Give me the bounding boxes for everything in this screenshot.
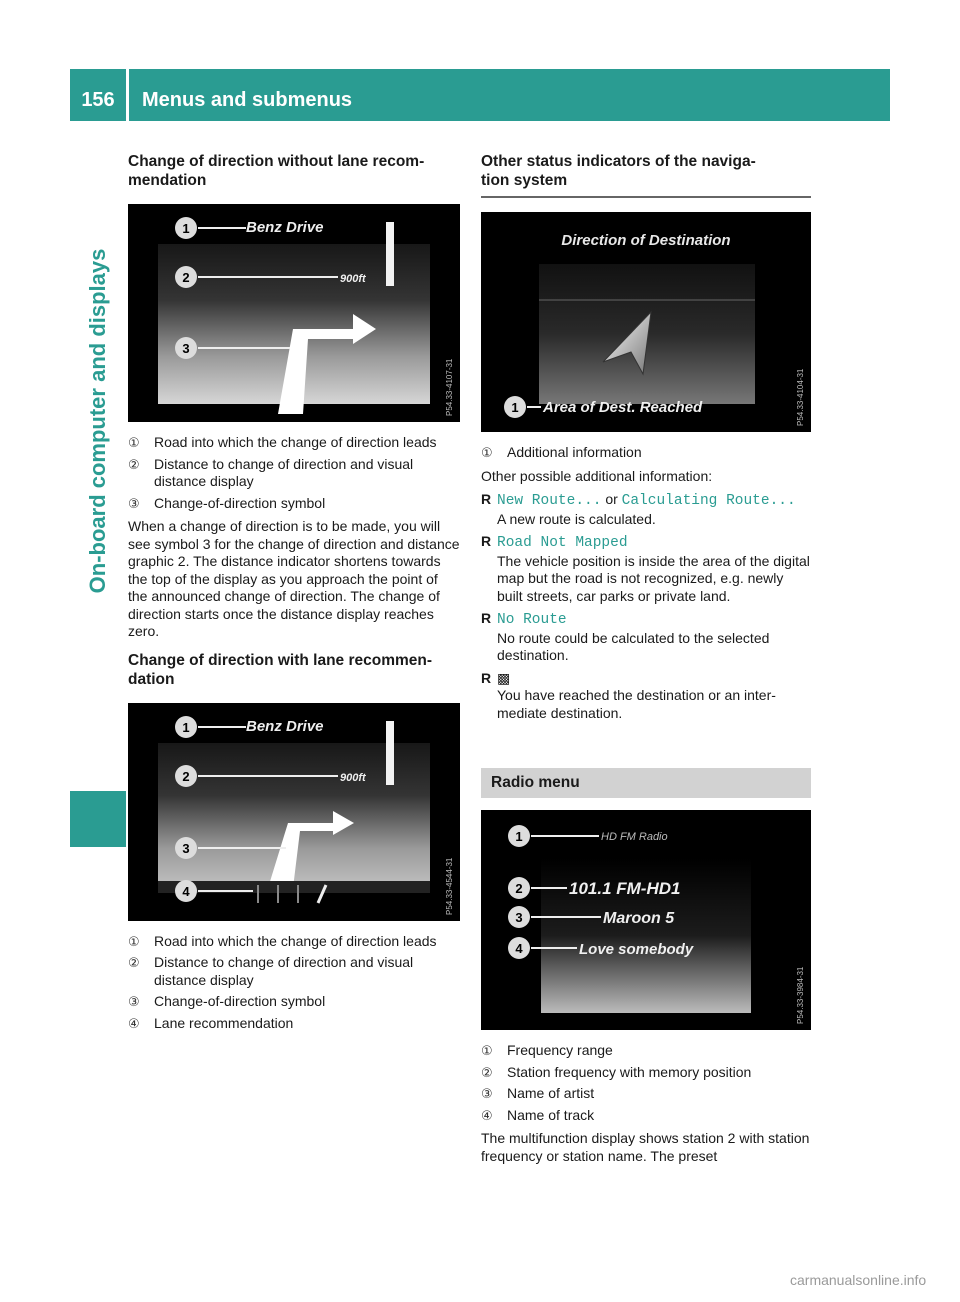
callout-1-icon [175, 716, 197, 738]
destination-display-svg [481, 212, 811, 432]
svg-text:1: 1 [182, 221, 190, 236]
legend-item: ② Station frequency with memory position [481, 1063, 752, 1080]
destination-figure [481, 212, 811, 432]
body-paragraph: When a change of direction is to be made, you will see symbol 3 for the change of direction and distance graphic 2. The distance indicator shortens towards the top of the display as you approach the point of the announced change of direction. The change of direction starts once the distance display reaches zero. [128, 518, 460, 639]
legend-list-radio [481, 1042, 811, 1124]
legend-item: ② Distance to change of direction and visual distance display [128, 455, 414, 489]
nav-figure-no-lane [128, 204, 460, 422]
chapter-side-label: On-board computer and displays [85, 248, 110, 594]
legend-list-lane [128, 933, 460, 1033]
circled-number-icon: ② [481, 1064, 493, 1080]
legend-item: ④ Name of track [481, 1106, 595, 1123]
circled-number-icon: ④ [481, 1107, 493, 1123]
svg-text:1: 1 [511, 400, 519, 415]
page-number: 156 [81, 89, 115, 111]
circled-number-icon: ① [481, 445, 493, 460]
circled-number-icon: ③ [128, 994, 140, 1009]
artist-label: Maroon 5 [603, 910, 675, 927]
legend-item: ① Frequency range [481, 1042, 613, 1058]
callout-2-icon [508, 877, 530, 899]
svg-text:2: 2 [182, 270, 190, 285]
distance-label: 900ft [340, 273, 366, 285]
callout-4-icon [175, 880, 197, 902]
circled-number-icon: ③ [481, 1086, 493, 1101]
svg-text:3: 3 [182, 341, 190, 356]
svg-text:1: 1 [182, 719, 190, 735]
road-name-label: Benz Drive [246, 717, 324, 735]
frequency-range-label: HD FM Radio [601, 831, 668, 843]
bullet-icon: R [481, 533, 492, 549]
station-label: 101.1 FM-HD1 [569, 879, 681, 898]
bullet-icon: R [481, 610, 492, 626]
callout-3-icon [175, 837, 197, 859]
circled-number-icon: ① [481, 1043, 493, 1058]
bullet-icon: R [481, 669, 492, 686]
legend-item: ③ Change-of-direction symbol [128, 993, 326, 1009]
legend-item: ② Distance to change of direction and visual distance display [128, 954, 414, 988]
distance-label: 900ft [340, 771, 366, 784]
watermark: carmanualsonline.info [790, 1272, 927, 1288]
svg-text:1: 1 [515, 829, 523, 844]
callout-2-icon [175, 266, 197, 288]
legend-item: ① Road into which the change of direction leads [128, 932, 437, 949]
circled-number-icon: ② [128, 955, 140, 970]
legend-item: ① Road into which the change of direction leads [128, 434, 437, 450]
section-band-radio: Radio menu [481, 768, 811, 798]
track-label: Love somebody [579, 941, 694, 958]
left-column [128, 152, 460, 1038]
svg-text:2: 2 [182, 768, 190, 784]
legend-list-status [481, 444, 811, 462]
nav-display-svg [128, 204, 460, 422]
figure-code: P54.33-3984-31 [796, 966, 805, 1024]
legend-item: ④ Lane recommendation [128, 1014, 294, 1031]
svg-text:4: 4 [515, 941, 523, 956]
svg-text:4: 4 [182, 883, 190, 899]
page-title: Menus and submenus [142, 89, 353, 111]
legend-item: ① Additional information [481, 444, 642, 460]
radio-figure [481, 810, 811, 1030]
header-divider [126, 69, 129, 121]
body-paragraph: The multifunction display shows station 2 with station frequency or station name. The preset [481, 1130, 810, 1164]
radio-display-svg [481, 810, 811, 1030]
bullet-item: R ▩ You have reached the destination or an inter-mediate destination. [481, 669, 776, 721]
callout-1-icon [508, 825, 530, 847]
callout-3-icon [175, 337, 197, 359]
section-title-status: Other status indicators of the naviga- tion system [481, 152, 811, 198]
bullet-icon: R [481, 491, 492, 507]
figure-code: P54.33-4104-31 [796, 368, 805, 426]
nav-display-svg [128, 703, 460, 921]
callout-1-icon [175, 217, 197, 239]
circled-number-icon: ① [128, 933, 140, 949]
circled-number-icon: ② [128, 456, 140, 472]
figure-code: P54.33-4544-31 [445, 857, 454, 915]
svg-text:2: 2 [515, 881, 523, 896]
right-column [481, 152, 811, 1171]
circled-number-icon: ① [128, 435, 140, 450]
circled-number-icon: ③ [128, 495, 140, 511]
bullet-item: R Road Not Mapped The vehicle position is inside the area of the digital map but the road is not recognized, e.g. newly built streets, car parks or private land. [481, 533, 810, 604]
chapter-tab-marker [70, 791, 126, 847]
section-title-lane-none: Change of direction without lane recom- mendation [128, 153, 425, 189]
svg-text:3: 3 [515, 910, 523, 925]
legend-item: ③ Name of artist [481, 1085, 595, 1101]
callout-4-icon [508, 937, 530, 959]
bullet-item: R No Route No route could be calculated to the selected destination. [481, 610, 770, 663]
destination-status-label: Area of Dest. Reached [543, 399, 703, 416]
intro-text: Other possible additional information: [481, 467, 713, 484]
circled-number-icon: ④ [128, 1015, 140, 1031]
section-title-lane-rec: Change of direction with lane recommen- dation [128, 651, 433, 688]
figure-code: P54.33-4107-31 [445, 358, 454, 416]
status-bullet-list [481, 491, 811, 722]
svg-text:3: 3 [182, 840, 190, 856]
legend-item: ③ Change-of-direction symbol [128, 494, 326, 511]
destination-heading: Direction of Destination [561, 232, 731, 249]
callout-2-icon [175, 765, 197, 787]
nav-figure-lane [128, 703, 460, 921]
callout-1-icon [504, 396, 526, 418]
legend-list-no-lane [128, 434, 460, 512]
bullet-item: R New Route... or Calculating Route... A new route is calculated. [481, 491, 796, 527]
road-name-label: Benz Drive [246, 219, 324, 236]
flag-icon: ▩ [497, 669, 511, 686]
callout-3-icon [508, 906, 530, 928]
